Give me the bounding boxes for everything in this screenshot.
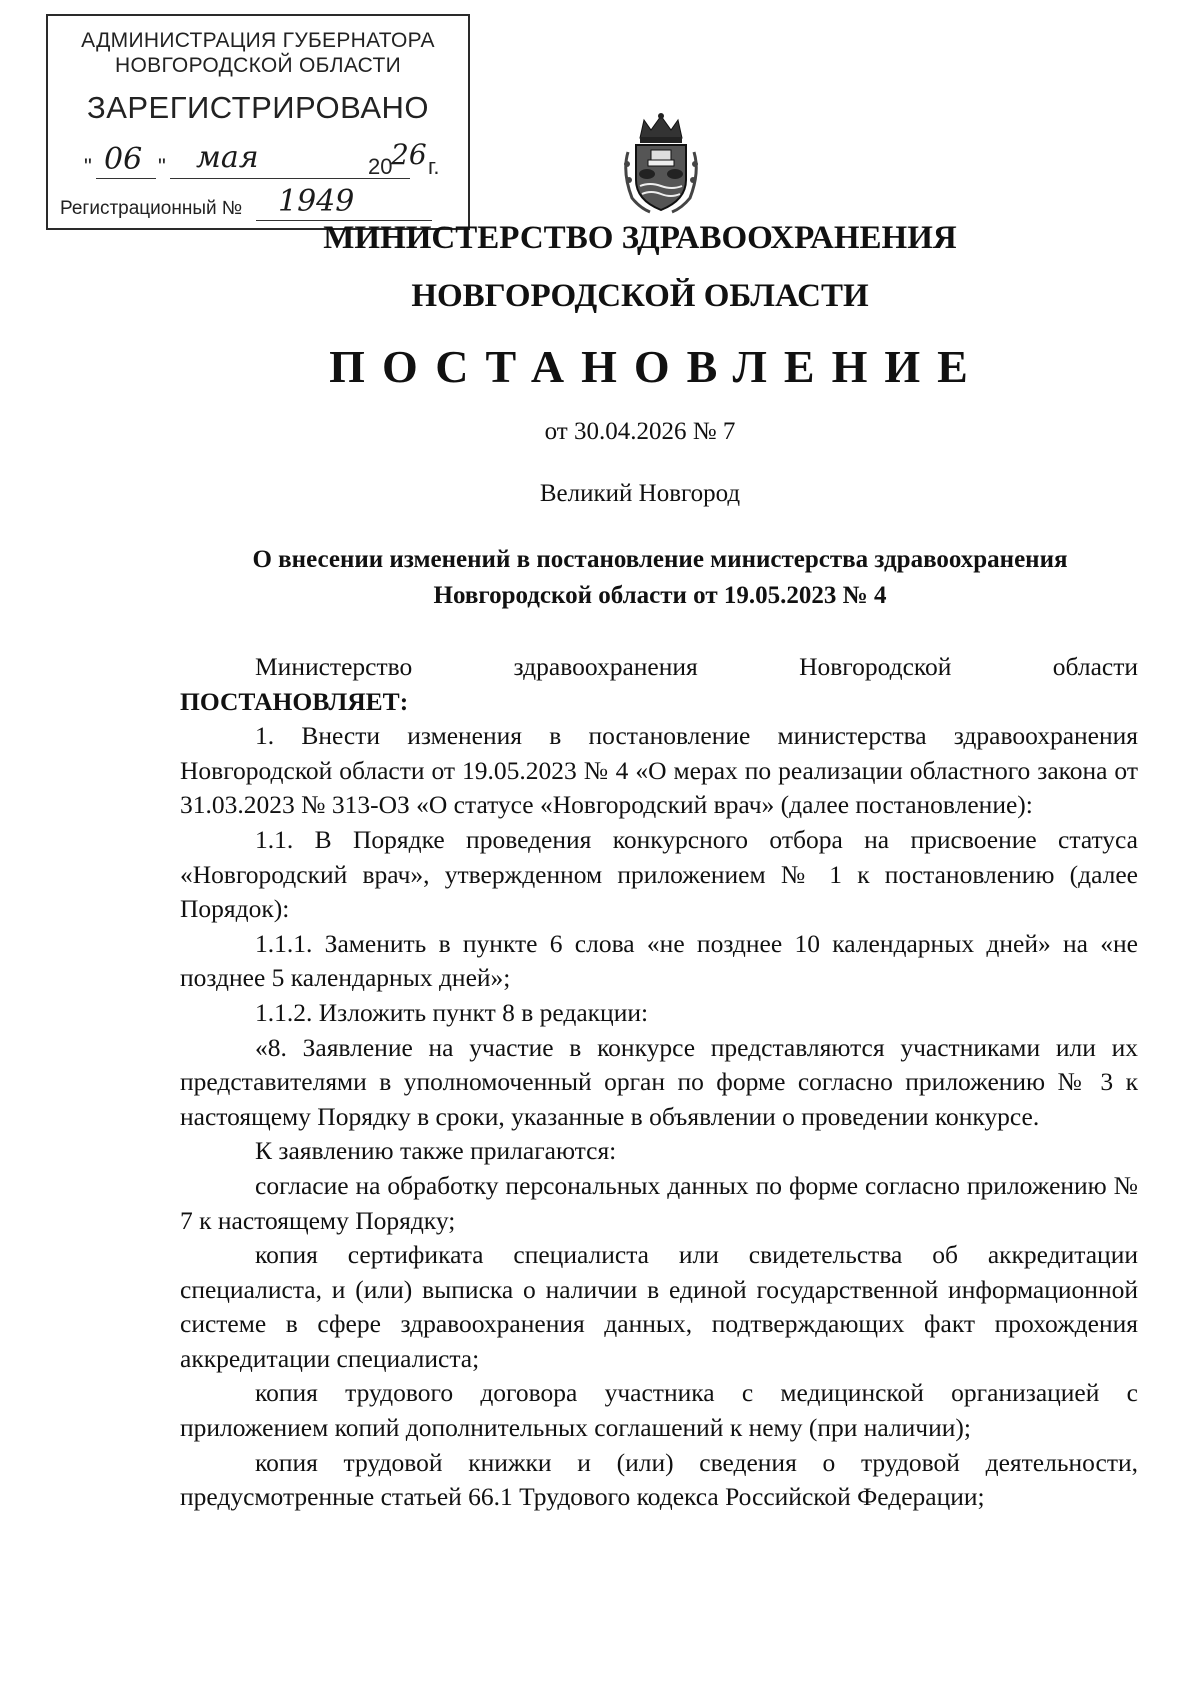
document-body — [180, 650, 1138, 1515]
body-paragraph-8: «8. Заявление на участие в конкурсе представляются участниками или их представителями в уполномоченный орган по форме согласно приложению № 3 к настоящему Порядку в сроки, указанные в объявлении о проведении конкурсе. — [180, 1032, 1138, 1131]
body-intro: Министерство здравоохранения Новгородской области — [255, 652, 1138, 681]
body-paragraph-contract: копия трудового договора участника с медицинской организацией с приложением копий дополнительных соглашений к нему (при наличии); — [180, 1378, 1138, 1443]
stamp-year-mark: г. — [428, 154, 440, 179]
body-paragraph-workbook: копия трудовой книжки и (или) сведения о трудовой деятельности, предусмотренные статьей 66.1 Трудового кодекса Российской Федерации; — [180, 1447, 1138, 1512]
stamp-registered: ЗАРЕГИСТРИРОВАНО — [86, 90, 429, 125]
body-resolves: ПОСТАНОВЛЯЕТ: — [180, 686, 409, 716]
stamp-year-suffix: 26 — [391, 138, 427, 171]
coat-of-arms-icon — [618, 112, 704, 216]
body-paragraph-certificate: копия сертификата специалиста или свидетельства об аккредитации специалиста, и (или) выписка о наличии в единой государственной информационной системе в сфере здравоохранения данных, подтверждающих факт прохождения аккредитации специалиста; — [180, 1240, 1138, 1373]
body-paragraph-1-1: 1.1. В Порядке проведения конкурсного отбора на присвоение статуса «Новгородский врач», утвержденном приложением № 1 к постановлению (далее Порядок): — [180, 824, 1138, 924]
stamp-day-underline — [96, 178, 156, 179]
body-paragraph-1-1-2: 1.1.2. Изложить пункт 8 в редакции: — [255, 997, 649, 1027]
document-type: ПОСТАНОВЛЕНИЕ — [329, 341, 985, 392]
ministry-name-line2: НОВГОРОДСКОЙ ОБЛАСТИ — [411, 278, 869, 314]
stamp-month: мая — [196, 140, 259, 175]
document-date-number: от 30.04.2026 № 7 — [544, 418, 736, 445]
body-paragraph-1-1-1: 1.1.1. Заменить в пункте 6 слова «не позднее 10 календарных дней» на «не позднее 5 календарных дней»; — [180, 928, 1138, 993]
body-paragraph-consent: согласие на обработку персональных данных по форме согласно приложению № 7 к настоящему Порядку; — [180, 1170, 1138, 1235]
stamp-day: 06 — [104, 142, 143, 177]
document-city: Великий Новгород — [539, 480, 741, 507]
body-paragraph-1: 1. Внести изменения в постановление министерства здравоохранения Новгородской области от 19.05.2023 № 4 «О мерах по реализации областного закона от 31.03.2023 № 313-ОЗ «О статусе «Новгородский врач» (далее постановление): — [180, 721, 1138, 820]
registration-stamp — [46, 14, 470, 230]
document-subject — [180, 542, 1140, 614]
subject-line2: Новгородской области от 19.05.2023 № 4 — [433, 582, 887, 609]
ministry-name-line1: МИНИСТЕРСТВО ЗДРАВООХРАНЕНИЯ — [323, 220, 957, 256]
stamp-org-line1: АДМИНИСТРАЦИЯ ГУБЕРНАТОРА — [81, 29, 435, 52]
stamp-org-line2: НОВГОРОДСКОЙ ОБЛАСТИ — [115, 54, 401, 77]
stamp-quote-close: " — [158, 154, 166, 179]
stamp-regno-label: Регистрационный № — [60, 198, 243, 219]
stamp-date-line — [78, 138, 458, 184]
subject-line1: О внесении изменений в постановление министерства здравоохранения — [252, 546, 1068, 573]
stamp-organization — [48, 28, 468, 78]
body-paragraph-attachments: К заявлению также прилагаются: — [255, 1136, 617, 1166]
stamp-quote-open: " — [84, 154, 92, 179]
stamp-year-prefix: 20 — [368, 154, 393, 179]
stamp-regno-value: 1949 — [278, 184, 355, 219]
